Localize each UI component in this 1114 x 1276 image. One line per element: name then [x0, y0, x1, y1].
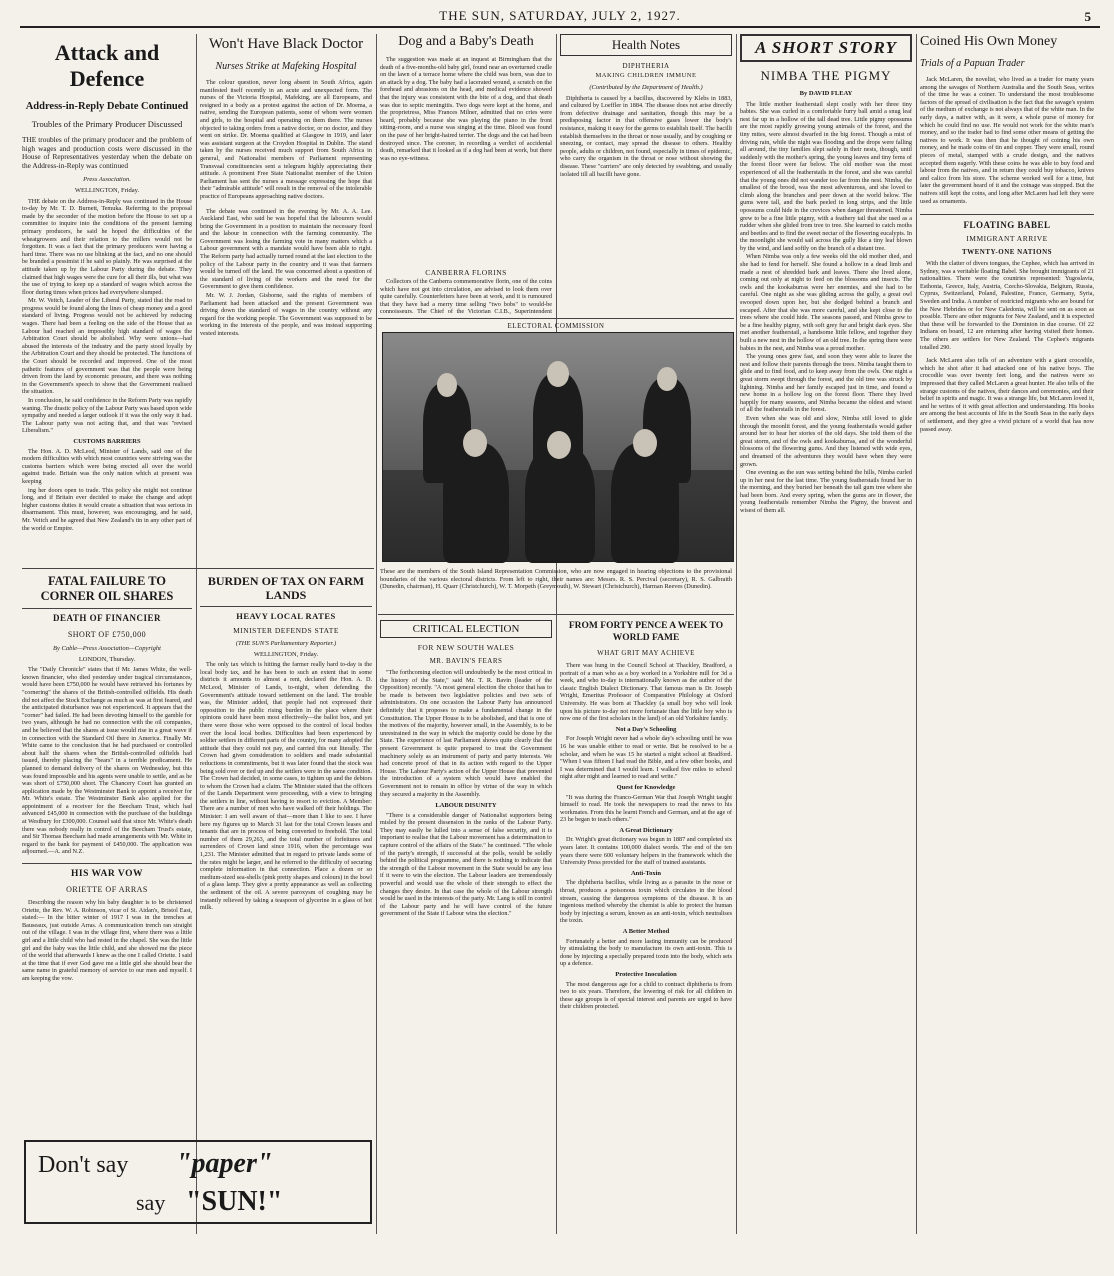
paragraph: Dr. Wright's great dictionary was begun in 1887 and completed six years later. It contains 100,000 dialect words. The end of the ten years there were 600 voluntary helpers in the framework which the University Press provided for the staff of trained assistants. — [560, 836, 732, 867]
article-body — [22, 198, 192, 435]
subhead-nsw: FOR NEW SOUTH WALES — [417, 643, 515, 652]
photo-title: ELECTORAL COMMISSION — [507, 322, 605, 330]
story-byline: By DAVID FLEAY — [799, 90, 853, 97]
paragraph: The debate was continued in the evening by Mr. A. A. Lee. Auckland East, who said he was hopeful that the labourers would bring the Government in a position to maintain the necessary fixed and the labour in connection with the farming community. The Government was losing the farming vote in many matters which a Labour government with a mandate would have been able to right. The Reform party had actually turned round at the last election to the policy of the Labour party in the country and it was that farmers would be turned off the land. He was concerned about a question of the standard of living of the workers and the need for the Government to give them confidence. — [200, 207, 372, 291]
ad-text: Don't say — [38, 1152, 129, 1178]
article-body — [200, 661, 372, 912]
paragraph: In conclusion, he said confidence in the Reform Party was rapidly waning. The drastic policy of the Labour Party was based upon wide sympathy and needed a larger outlook if it was the only way it had. The Labour party was not acting that, and that was "revised Liberalism." — [22, 397, 192, 435]
subhead-inoculation: Protective Inoculation — [615, 970, 677, 978]
headline-floating-babel: FLOATING BABEL — [963, 220, 1051, 231]
article-body — [560, 981, 732, 1011]
customs-body — [22, 448, 192, 533]
masthead — [20, 6, 1100, 28]
column-rule — [376, 34, 377, 1234]
dateline: LONDON, Thursday. — [78, 655, 136, 663]
headline-fatal-failure: FATAL FAILURE TO CORNER OIL SHARES — [40, 574, 174, 603]
section-divider — [378, 614, 734, 615]
subhead-better-method: A Better Method — [622, 928, 670, 935]
paragraph: With the clatter of divers tongues, the Cephee, which has arrived in Sydney, was a veritable floating Babel. She brought immigrants of 21 nationalities. There were the countries represented: Yugoslavia, Esthonia, Greece, Italy, Austria, Czecho-Slovakia, Belgium, Russia, Cyprus, Switzerland, Poland, Palestine, France, Germany, Syria, Sweden and India. A number of restricted migrants who are bound for the New Hebrides or for New Caledonia, will be sent on as soon as possible. There are other migrants for New Zealand, and it is expected that these will be forwarded to the Dominion in due course. Of 22 Indians on board, 12 are returning after having visited their homes. The others are settlers for New Zealand. The Cephee's migrants totalled 290. — [920, 260, 1094, 351]
ad-text: say — [136, 1190, 166, 1215]
sun-advertisement — [24, 1140, 372, 1224]
dateline: WELLINGTON, Friday. — [74, 186, 140, 194]
column-rule — [556, 34, 557, 1234]
paragraph: The only tax which is hitting the farmer really hard to-day is the local body tax, and he has been to such an extent that in some districts it amounts to almost a rent, declared the Hon. A. D. McLeod, Minister of Lands, to-night, when defending the Government's attitude toward settlement on the land. The trouble was, the Minister added, that people had not expressed their opposition to the public rising burden in the place where their opinions could have been most effectively—the ballot box, and yet there were those who were opposed to the control of local bodies over the local local bodies. Difficulties had been experienced by soldier settlers in different parts of the country, for many adopted the attitude that they could not pay, and carried this out literally. The Crown had given consideration to soldiers and made substantial reductions in commitments, but it was later found that the stock was being sold over or tied up and the settlers were in the same condition. The Crown had decided, in some cases, to tighten up and the debtors to whom the Crown had a claim. The Minister stated that the officers of the Lands Department were proceeding, with a view to bringing the settlers in line, without having to resort to eviction. A Member: There are a number of men who have walked off their holdings. The Minister: I am well aware of that—more than I like to see. I have here my figures up to March 31 last for the total Crown leases and tenants that are in process of being converted to freehold. The total number of them 29,263, and the total number of forfeitures and surrenders of Crown land since 1916, when the percentage was 1,231. The Minister admitted that in regard to private lands some of the rates might be larger, and he referred to the difficulty of securing complete information in that connection. Place a dozen or so medium-sized sea-shells (pink pretty shapes and colours) in the bowl of a glass lamp. They give a pretty appearance as well as collecting the sediment of the oil. A severe paroxysm of coughing may be instantly relieved by taking a teaspoon of glycerine in a glass of hot milk. — [200, 661, 372, 912]
paragraph: "The forthcoming election will undoubtedly be the most critical in the history of the State," said Mr. T. R. Bavin (leader of the Opposition) recently. "A most general election the choice that has to be made is between two legislative policies and two sets of administrators. On one occasion the Labour Party has announced definitely that it proposes to make a fundamental change in the Constitution. The Upper House is to be abolished, and that is one of the motives of the majority, however small, in the Assembly, is to be unrestrained in the way in which the majority could be done by the State. The experience of last Parliament shows quite clearly that the present Government is quite prepared to treat the Government machinery solely as an instrument of party and party interests. We had concrete proof of that in its action with regard to the Upper House. The Labour Party's action of the Upper House that prevented the introduction of a system which would have enabled the Government not to remain in office by virtue of the way in which they secured a majority in the Assembly. — [380, 669, 552, 798]
column-dog-baby — [380, 34, 552, 304]
column-rule — [736, 34, 737, 1234]
column-short-story — [740, 34, 912, 1230]
article-body — [560, 836, 732, 866]
headline-forty-pence: FROM FORTY PENCE A WEEK TO WORLD FAME — [568, 621, 724, 643]
column-black-doctor — [200, 34, 372, 564]
column-fatal-failure — [22, 574, 192, 1234]
headline-war-vow: HIS WAR VOW — [70, 869, 143, 880]
headline-health-notes: Health Notes — [560, 34, 732, 56]
paragraph: For Joseph Wright never had a whole day's schooling until he was 16 he was unable either to read or write. But he resolved to be a scholar, and when he was 15 he started a night school at Bradford. "When I was fifteen I had read the Bible, and a few other books, and I was determined that I would learn. I walked five miles to school night after night and learned to read and write." — [560, 735, 732, 781]
reporter-line: (THE SUN'S Parliamentary Reporter.) — [235, 640, 337, 647]
paragraph: The "Daily Chronicle" states that if Mr. James White, the well-known financier, who died yesterday under tragical circumstances, would have been £750,000 he would have retrieved his fortunes by "cornering" the shares of the British-controlled oilfields. His death did not affect the Stock Exchange as much as was at first feared, and the anticipated disturbance was not experienced. It appears that the "corner" had failed. He had been devoting himself to the gamble for two years, although he had no connection with the oil companies, and he believed that the shares at issue would rise in a great wave if in connection with the Standard Oil there in America. Finally Mr. White came to the conclusion that he had purchased or controlled about half the shares when the British-controlled oilfields had issued, thereby placing the "bears" in a terrible predicament. He planned to demand delivery of the shares on Wednesday, but this was found impossible and his agents were unable to settle, and as he was short of £750,000 short. The Chancery Court has granted an application made by the Westminster Bank to appoint a receiver for Mr. White's estate. The Westminster Bank also applied for the appointment of a receiver for the Beecham Trust, which had advanced £45,000 in connection with the purchase of the buildings at Westbury for £300,000. Counsel said that since Mr. White's death there was nobody really in control of the Beecham Trust's estate, and Sir Thomas Beecham had made arrangements with Mr. White in regard to the bank for payment of £450,000. The application was adjourned.—A. and N.Z. — [22, 666, 192, 856]
person-face — [437, 373, 457, 397]
headline-short-story: A SHORT STORY — [740, 34, 912, 62]
subhead-labour-disunity: LABOUR DISUNITY — [435, 802, 497, 810]
paragraph: One evening as the sun was setting behind the hills, Nimba curled up in her nest for the last time. The young featherstails found her in the morning, and they buried her beneath the tall gum tree where she had been born. And every spring, when the gums are in flower, the young featherstails remember Nimba the Pigmy, the bravest and wisest of them all. — [740, 469, 912, 515]
article-body — [560, 879, 732, 925]
canberra-section — [380, 268, 552, 316]
photo-top-rule — [378, 318, 734, 319]
paragraph: The most dangerous age for a child to contract diphtheria is from two to six years. Therefore, the lowering of risk for all children in these age groups is of special interest and parents are urged to have their children protected. — [560, 980, 732, 1011]
subhead-knowledge: Quest for Knowledge — [616, 783, 676, 791]
subhead-heavy-rates: HEAVY LOCAL RATES — [236, 611, 336, 621]
subhead-immune: MAKING CHILDREN IMMUNE — [595, 72, 697, 79]
paragraph: THE debate on the Address-in-Reply was continued in the House to-day by Mr. T. D. Burnett, Temuka. Referring to the proposal made by the seconder of the motion before the House to set up a committee to inquire into the conditions of the present farming primary producers, he said he hoped the difficulties of the wheatgrowers and their relation to the millers would not be forgotten. It was a fact that the primary producers were having a hard time. There was no use blinking at the fact, and no one should be branded a pessimist if he said so plainly. He was surprised at the attitude taken up by the Labour Party during the debate. They claimed that high wages were the cure for all their ills, but what was the use of trying to keep up a standard of wages which across the floor during times when prices had everywhere slumped. — [22, 197, 192, 296]
headline-burden-tax: BURDEN OF TAX ON FARM LANDS — [207, 574, 365, 602]
subhead-nations: TWENTY-ONE NATIONS — [961, 248, 1053, 257]
section-divider — [22, 568, 374, 569]
subhead-oriette: ORIETTE OF ARRAS — [66, 885, 148, 895]
subhead-antitoxin: Anti-Toxin — [630, 869, 662, 877]
article-body — [22, 666, 192, 857]
photo-caption: These are the members of the South Island Representation Commission, who are now engaged in hearing objections to the provisional boundaries of the various electoral districts. From left to right, their names are: Messrs. R. S. Percival (secretary), R. S. Galbraith (Dunedin, chairman), H. Quarr (Christchurch), W. T. Morpeth (Greymouth), W. Stewart (Christchurch), Harman Reeves (Dunedin). — [380, 568, 732, 591]
headline-critical-election: CRITICAL ELECTION — [380, 620, 552, 638]
article-body — [380, 812, 552, 918]
electoral-commission-photo — [382, 332, 734, 562]
subhead-nurses-strike: Nurses Strike at Mafeking Hospital — [215, 61, 357, 72]
paragraph: The Hon. A. D. McLeod, Minister of Lands, said one of the modern difficulties with which most countries were striving was the customs barriers which were being erected all over the world against trade. Britain was the only nation which at present was keeping — [22, 447, 192, 485]
article-body — [560, 662, 732, 723]
divider — [200, 606, 372, 607]
intro-paragraph: THE troubles of the primary producer and the problem of high wages and production costs were discussed in the House of Representatives yesterday when the debate on the Address-in-Reply was continued — [22, 135, 192, 170]
person-face — [547, 431, 571, 459]
person-face — [547, 361, 569, 387]
story-title: NIMBA THE PIGMY — [760, 68, 892, 83]
story-body — [740, 101, 912, 515]
person-face — [633, 429, 657, 457]
headline-attack-defence: Attack and Defence — [54, 40, 160, 91]
article-body — [560, 794, 732, 824]
subhead-papuan-trader: Trials of a Papuan Trader — [920, 58, 1025, 69]
contributor-line: (Contributed by the Department of Health.) — [589, 84, 703, 91]
article-body — [920, 76, 1094, 206]
dateline: WELLINGTON, Friday. — [253, 650, 319, 658]
paragraph: The diphtheria bacillus, while living as a parasite in the nose or throat, produces a poisonous toxin which circulates in the blood stream, causing the dangerous symptoms of the disease. It is an ingenious method whereby the chemist is able to protect the human body by injecting a serum, known as an anti-toxin, which neutralises the toxin. — [560, 879, 732, 925]
column-coined-money — [920, 34, 1094, 1230]
paragraph: "There is a considerable danger of Nationalist supporters being misled by the present dissension in the ranks of the Labour Party. They may easily be lulled into a sense of false security, and it is important to realise that the Labour movement has a determination to capture control of the affairs of the State." he continued. "The whole of the party's strength, if successful at the polls, would be solidly behind the political programme, and there is nothing to indicate that the strength of the Labour movement in the State would be any less if it were to win the election. The Labour leaders are tremendously powerful and would use the whole of their strength to effect the changes they desire. In that case the whole of the Labour strength would be used in the interests of the party. Mr. Lang is still in control of the Labour party and he will have control of the future government of the State if Labour wins the election." — [380, 811, 552, 918]
article-body — [380, 56, 552, 162]
person-figure — [611, 443, 679, 563]
continuation-body — [200, 208, 372, 338]
page-number: 5 — [1084, 9, 1092, 24]
column-critical-election — [380, 620, 552, 1230]
headline-coined-money: Coined His Own Money — [920, 34, 1058, 49]
paragraph: The little mother featherstail slept cosily with her three tiny babies. She was curled in a comfortable furry ball amid a snug leaf nest far up in a hollow of the tall dead tree. Little pigmy opossums are the most rapidly growing young animals of the forest, and the tiny mites, were almost dwarfed in the big forest. Though a mist of driving rain, while the night was flooding and the drops were falling all around, the tiny families slept safely in their nests, though, until suddenly with the mother's spring, the young leaves and tiny ferns of the forest floor were far below. The old mother was the most experienced of all the featherstails in the forest, and she was careful that the young ones did not wander too far from the nest. Nimba, the smallest of the brood, was the most adventurous, and she loved to climb along the branches and peer down at the world below. The gums were tall, and the bark peeled in long strips, and the little opossums could hide in the crevices when danger threatened. Nimba grew to be a fine little pigmy, with a feathery tail that she used as a rudder when she glided from tree to tree. She learned to catch moths and beetles and to find the sweet nectar of the flowering eucalypts. In the moonlight she would sail across the gully like a tiny leaf blown by the wind, and land softly on the branch of a distant tree. — [740, 100, 912, 252]
person-face — [657, 367, 677, 391]
deck-primary-producer: Troubles of the Primary Producer Discussed — [31, 119, 183, 129]
subhead-death-financier: DEATH OF FINANCIER — [52, 613, 161, 623]
paragraph: Even when she was old and slow, Nimba still loved to glide through the moonlit forest, and the young featherstails would gather around her to hear her stories of the old days. She told them of the great storm, and of the owls and kookaburras, and of the wonderful blossoms of the flowering gums. And they listened with wide eyes, and dreamed of the adventures they would have when they were grown. — [740, 414, 912, 468]
paragraph: The young ones grew fast, and soon they were able to leave the nest and follow their parents through the trees. Nimba taught them to glide and to find food, and to keep away from the owls. One night a great storm swept through the forest, and the old tree was struck by lightning. Nimba and her family escaped just in time, and found a new home in a hollow log on the forest floor. There they lived happily for many seasons, and Nimba became the oldest and wisest of all the featherstails in the forest. — [740, 353, 912, 414]
ad-text: "SUN!" — [186, 1186, 283, 1217]
masthead-title: THE SUN, SATURDAY, JULY 2, 1927. — [439, 8, 681, 23]
subhead-diphtheria: DIPHTHERIA — [622, 62, 670, 70]
divider — [920, 214, 1094, 215]
paragraph: The suggestion was made at an inquest at Birmingham that the death of a five-months-old baby girl, found near an overturned cradle on the lawn of a terrace home where the child was born, was due to an attack by a dog. The baby had a lacerated wound, a scratch on the forehead and abrasions on the head, and medical evidence showed that the injury was consistent with the bite of a dog, and that death was due to septic meningitis. Two dogs were kept at the home, and the proprietress, Miss Frances Milner, admitted that no cries were heard, probably because she was playing the piano in the front sitting-room, and a nurse was singing at the time. Blood was found on the paw of her bright-haired terrier. The dogs and the cat had been destroyed since. The coroner, in recording a verdict of accidental death, remarked that it looked as if a dog had been at work, but there was no eye-witness. — [380, 56, 552, 162]
article-body — [380, 669, 552, 799]
paragraph: There was hung in the Council School at Thackley, Bradford, a portrait of a man who as a boy worked in a Yorkshire mill for 3d a week, and who to-day is internationally known as the author of the classic English Dialect Dictionary. That famous man is Dr. Joseph Wright, Emeritus Professor of Comparative Philology at Oxford University. He was born at Thackley (a small boy who will look upon his picture to-day not more fortunate than the little boy who is now one of the first scholars in the land) of an old Yorkshire family. — [560, 662, 732, 723]
person-face — [463, 429, 487, 457]
subheadline-address-reply: Address-in-Reply Debate Continued — [25, 101, 189, 112]
article-body — [380, 278, 552, 316]
article-body — [560, 95, 732, 179]
paragraph: Mr. W. J. Jordan, Gisborne, said the rights of members of Parliament had been attacked and the present Government was driving down the standard of wages in the country without any regard for the working people. The Government was supposed to be working in the interests of the people, and was instead supporting vested interests. — [200, 292, 372, 337]
paragraph: Fortunately a better and more lasting immunity can be produced by stimulating the body to manufacture its own anti-toxin. This is done by injecting a specially prepared toxin into the body, which sets up a defence. — [560, 937, 732, 968]
person-figure — [443, 443, 509, 563]
subhead-bavin: MR. BAVIN'S FEARS — [429, 657, 503, 665]
paragraph: Diphtheria is caused by a bacillus, discovered by Klebs in 1883, and cultured by Loeffler in 1884. The disease does not arise directly from defective drainage and sanitation, though this may be a predisposing factor in that offensive gases lower the body's resistance, making it easy for the germs to establish itself. The bacilli establish themselves in the throat or nose usually, and by coughing or sneezing, or contact, may spread the disease to others. Healthy people, adults or children, not found, especially in times of epidemic, who carry the organism in the throat or nose without showing the disease. These "carriers" are only detected by swabbing, and usually isolated till all bacilli have gone. — [560, 94, 732, 178]
headline-black-doctor: Won't Have Black Doctor — [208, 36, 364, 52]
paragraph: Jack McLaren, the novelist, who lived as a trader for many years among the savages of Northern Australia and the South Seas, writes of the time he was a coiner. To understand the most troublesome factors of the spread of civilisation is the fact that the savage's system of the medium of exchange is not always that of the white man. In the early days, a native with, as it were, a whole purse of money for which he could find no use. He would not work for the white man's money, and so the trader had to find some other means of getting the natives to work. It was then that he thought of coining his own money, and he made coins of tin and copper. They were small, round pieces of metal, stamped with a crude design, and the natives accepted them eagerly. With these coins he was able to buy food and labour from the natives, and in return they could buy tobacco, knives and calico from his store. The scheme worked well for a time, but later the government heard of it and the coinage was stopped. But the natives still kept the coins, and long after McLaren had left they were used as ornaments. — [920, 76, 1094, 205]
person-figure — [525, 445, 595, 563]
subhead-dictionary: A Great Dictionary — [619, 826, 673, 834]
subhead-short: SHORT OF £750,000 — [67, 630, 147, 639]
paragraph: Jack McLaren also tells of an adventure with a giant crocodile, which he shot after it had attacked one of his native boys. The crocodile was over twenty feet long, and the natives were so impressed that they called McLaren a great hunter. He also tells of the strange customs of the natives, their dances and ceremonies, and their belief in spirits and magic. It was a strange life, but McLaren loved it, and he writes of it with great affection and understanding. His books are among the best accounts of life in the South Seas in the early days of settlement, and they give a vivid picture of a world that has now passed away. — [920, 357, 1094, 433]
cable-source: By Cable—Press Association—Copyright — [53, 645, 161, 652]
headline-dog-baby: Dog and a Baby's Death — [398, 34, 534, 49]
paragraph: The colour question, never long absent in South Africa, again manifested itself recently in an acute and unexpected form. The nurses of the Victoria Hospital, Mafeking, are all Europeans, and resigned in a body as a protest against the action of Dr. Moema, a native, sending the European patients, some of whom were women and girls, to the hospital and operating on them there. The nurses objected to taking orders from a native doctor, or no doctor, and they went on strike. Dr. Moema qualified at Glasgow in 1919, and later was assistant surgeon at the Croydon Hospital in Dublin. The stand taken by the nurses received much support from South Africa in general, and Nationalist members of Parliament representing Transvaal constituencies sent a telegram highly appreciating their attitude. A prominent Free State Nationalist member of the Union Parliament has sent the nurses a message expressing the hope that their "admirable attitude" will result in the removal of the intolerable practice of Europeans approaching native doctors. — [200, 79, 372, 200]
article-body — [200, 79, 372, 202]
paragraph: When Nimba was only a few weeks old the old mother died, and she had to fend for herself. She found a hollow in a dead limb and made a nest of shredded bark and leaves. There she lived alone, coming out only at night to feed on the blossoms and insects. The owls and the kookaburras were her enemies, and she had to be careful. One night as she was gliding across the gully, a great owl swooped down upon her, but she dodged behind a branch and escaped. After that she was more careful, and she kept close to the trees where she could hide. The seasons passed, and Nimba grew to be a fine healthy pigmy, with soft grey fur and bright dark eyes. She met another featherstail, a handsome little fellow, and together they built a new nest in the hollow of an old tree. In the spring there were babies in the nest, and Nimba was a proud mother. — [740, 253, 912, 352]
article-body — [560, 735, 732, 781]
subhead-schooling: Not a Day's Schooling — [615, 725, 677, 733]
paragraph: Describing the reason why his baby daughter is to be christened Oriette, the Rev. W. A. Robinson, vicar of St. Aidan's, Bristol East, stated:— In the bitter winter of 1917 I was in the trenches at Bauseaux, just outside Arras. A communication trench ran straight out of the village. I was in the village first, where there was a little girl and a little child who had rested in the chapel. She was the little girl and the baby was the little child, and she showed me the piece of the world that afterwards I knew as the one I called Oriette. I said at the time that if ever God gave me a little girl she should bear the same name in grateful memory of service to our men and myself. I am keeping the vow. — [22, 899, 192, 982]
source-line: Press Association. — [83, 176, 131, 184]
column-health-notes — [560, 34, 732, 304]
column-rule — [916, 34, 917, 1234]
column-forty-pence — [560, 620, 732, 1230]
article-continuation — [920, 357, 1094, 433]
subhead-canberra: CANBERRA FLORINS — [425, 268, 507, 277]
divider — [22, 863, 192, 864]
paragraph: "It was during the Franco-German War that Joseph Wright taught himself to read. He took the newspapers to read the news to his workmates. From this he learnt French and German, and at the age of 23 he began to teach others." — [560, 793, 732, 824]
paragraph: ing her doors open to trade. This policy she might not continue long, and if Britain ever decided to make the change and adopt higher customs duties it would create a situation that was serious in disarmament. This must, however, was encouraging, and he said, Mr. Veitch and he agreed that New Zealand's tin in any other part of the world or Empire. — [22, 486, 192, 532]
column-rule — [196, 34, 197, 1234]
subhead-grit: WHAT GRIT MAY ACHIEVE — [597, 649, 695, 657]
subhead-minister-defends: MINISTER DEFENDS STATE — [233, 626, 339, 635]
ad-text: "paper" — [176, 1148, 273, 1179]
paragraph: Mr. W. Veitch, Leader of the Liberal Party, stated that the road to progress would be found along the lines of cheap money and a good standard of living. Progress would not be achieved by reducing wages. There had been a feeling on the side of the House that as Labour had reached an impossibly high standard of wages the Arbitration Court should be abolished. Why were unions—had abused the interests of the industry and the party stood loyally by the Arbitration Court and they should be protected. The functions of the Court should be recorded and improved. One of the most pathetic features of government was that the people were being driven from the land by economic pressure, and there was nothing in the Government's speech to show that the Government realised the situation. — [22, 297, 192, 396]
subhead-immigrant: IMMIGRANT ARRIVE — [966, 234, 1048, 244]
column-burden-tax — [200, 574, 372, 1134]
article-body — [22, 899, 192, 984]
divider — [22, 608, 192, 609]
paragraph: Collectors of the Canberra commemorative florin, one of the coins which have not got into circulation, are advised to look them over quite carefully. Counterfeiters have been at work, and it is rumoured that they have had a merry time selling "two bobs" to would-be connoisseurs. The Chief of the Victorian C.I.B., Superintendent — [380, 278, 552, 316]
article-body — [560, 938, 732, 968]
customs-subhead: CUSTOMS BARRIERS — [73, 437, 141, 445]
article-body — [920, 260, 1094, 351]
